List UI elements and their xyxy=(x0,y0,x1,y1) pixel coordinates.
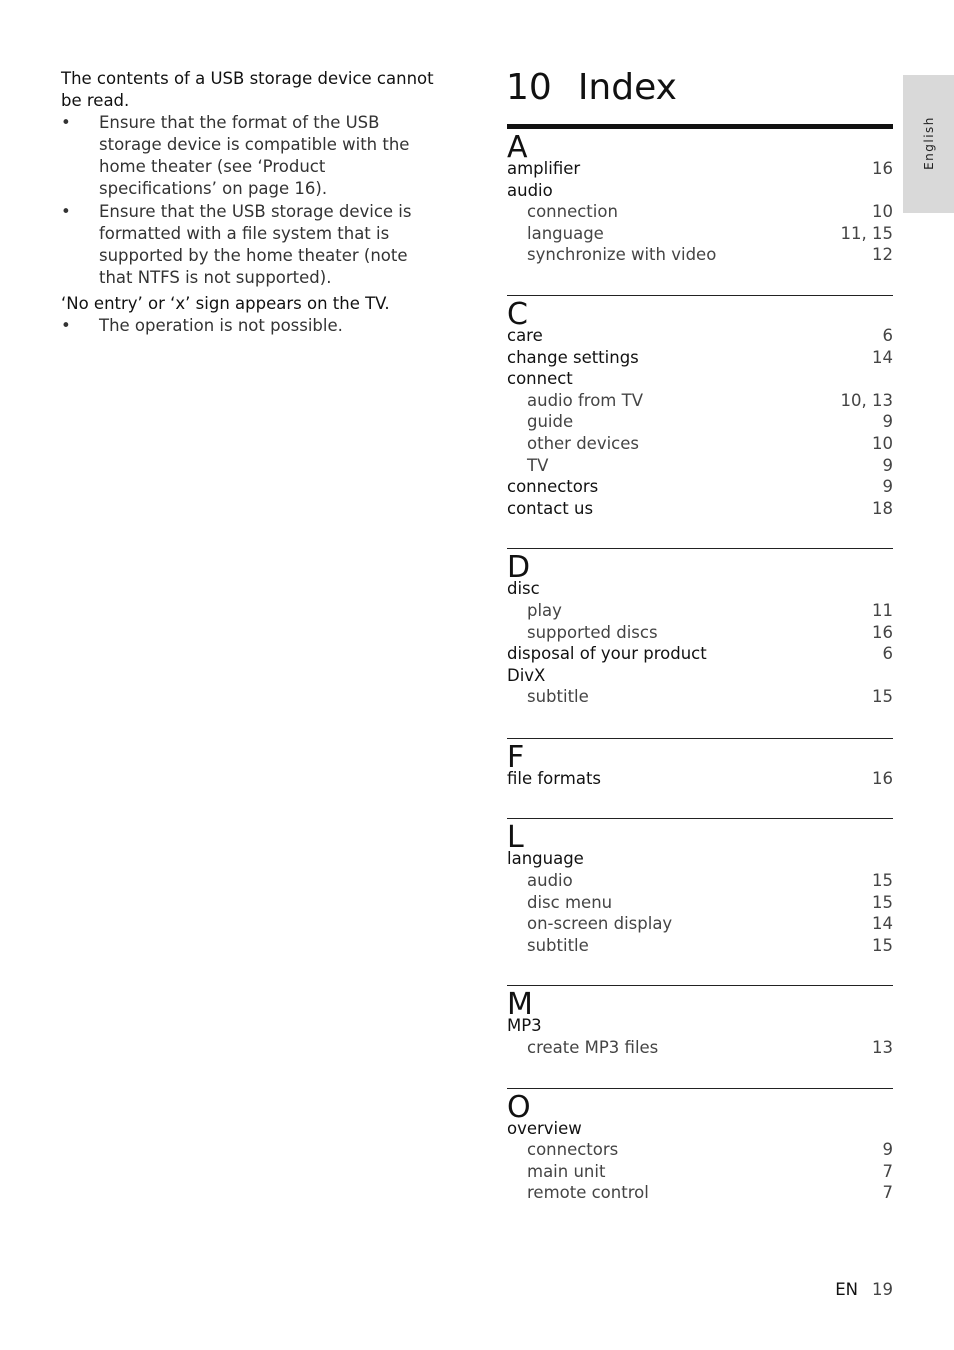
entry-page: 14 xyxy=(872,914,893,934)
index-section-m xyxy=(507,985,893,1058)
index-subentry xyxy=(507,244,893,266)
trouble-heading-usb: The contents of a USB storage device cannot be read. xyxy=(61,69,434,110)
entry-page: 16 xyxy=(872,622,893,642)
language-tab xyxy=(903,75,954,213)
entry-page: 12 xyxy=(872,245,893,265)
section-divider xyxy=(507,548,893,549)
entry-page: 6 xyxy=(882,644,893,664)
index-entry xyxy=(507,368,893,390)
entry-page: 9 xyxy=(882,455,893,475)
entry-label: subtitle xyxy=(527,687,589,707)
section-letter: C xyxy=(507,296,528,332)
entry-label: contact us xyxy=(507,498,594,518)
entry-label: MP3 xyxy=(507,1016,542,1036)
section-divider xyxy=(507,1088,893,1089)
bullet-item: • The operation is not possible. xyxy=(61,316,343,335)
entry-label: guide xyxy=(527,412,574,432)
entry-page: 16 xyxy=(872,768,893,788)
entry-label: amplifier xyxy=(507,159,581,178)
entry-label: language xyxy=(507,849,584,869)
index-entry xyxy=(507,498,893,520)
index-subentry xyxy=(507,1139,893,1161)
entry-label: supported discs xyxy=(527,622,658,642)
section-letter: F xyxy=(507,739,525,775)
section-letter: M xyxy=(507,987,533,1023)
language-tab-label: English xyxy=(921,116,936,170)
entry-label: connectors xyxy=(527,1140,619,1160)
bullet-glyph: • xyxy=(61,316,71,335)
index-subentry xyxy=(507,935,893,957)
index-section-c xyxy=(507,295,893,519)
index-subentry xyxy=(507,913,893,935)
index-sections xyxy=(507,124,893,1204)
trouble-bullets-usb xyxy=(61,112,446,289)
entry-label: TV xyxy=(527,455,549,475)
entry-label: disposal of your product xyxy=(507,644,707,664)
index-subentry xyxy=(507,892,893,914)
troubleshooting-column xyxy=(61,68,446,341)
entry-label: connect xyxy=(507,369,573,389)
entry-page: 9 xyxy=(882,477,893,497)
entry-page: 10 xyxy=(872,433,893,453)
index-subentry xyxy=(507,223,893,245)
entry-page: 7 xyxy=(882,1183,893,1203)
entry-page: 9 xyxy=(882,412,893,432)
entry-label: care xyxy=(507,325,543,345)
section-divider xyxy=(507,985,893,986)
entry-label: connection xyxy=(527,202,618,222)
entry-page: 7 xyxy=(882,1161,893,1181)
entry-label: connectors xyxy=(507,477,599,497)
index-entry xyxy=(507,665,893,687)
entry-label: DivX xyxy=(507,665,546,685)
section-letter: D xyxy=(507,550,531,586)
section-divider xyxy=(507,738,893,739)
index-entry xyxy=(507,1118,893,1140)
entry-page: 11, 15 xyxy=(840,223,893,243)
index-subentry xyxy=(507,870,893,892)
entry-label: audio xyxy=(527,871,573,891)
section-divider xyxy=(507,295,893,296)
index-entry xyxy=(507,180,893,202)
entry-label: main unit xyxy=(527,1161,606,1181)
index-subentry xyxy=(507,201,893,223)
index-section-a xyxy=(507,124,893,266)
index-subentry xyxy=(507,686,893,708)
page-footer xyxy=(835,1279,893,1301)
entry-label: remote control xyxy=(527,1183,649,1203)
trouble-heading-no-entry: ‘No entry’ or ‘x’ sign appears on the TV. xyxy=(61,294,390,313)
entry-page: 10 xyxy=(872,202,893,222)
entry-label: change settings xyxy=(507,347,639,367)
index-entry xyxy=(507,643,893,665)
index-subentry xyxy=(507,1161,893,1183)
index-entry xyxy=(507,768,893,790)
entry-label: other devices xyxy=(527,433,639,453)
index-title xyxy=(506,66,677,110)
index-entry xyxy=(507,347,893,369)
entry-label: play xyxy=(527,600,562,620)
entry-label: file formats xyxy=(507,768,602,788)
index-entry xyxy=(507,1015,893,1037)
entry-label: disc menu xyxy=(527,892,613,912)
entry-page: 9 xyxy=(882,1140,893,1160)
index-subentry xyxy=(507,411,893,433)
index-subentry xyxy=(507,622,893,644)
index-subentry xyxy=(507,600,893,622)
entry-page: 6 xyxy=(882,325,893,345)
bullet-item: • Ensure that the USB storage device is formatted with a file system that is supported by the home theater (note that NTFS is not supported). xyxy=(61,202,412,287)
entry-label: audio from TV xyxy=(527,390,643,410)
index-section-l xyxy=(507,818,893,956)
index-entry xyxy=(507,158,893,180)
entry-label: overview xyxy=(507,1118,582,1138)
index-entry xyxy=(507,476,893,498)
entry-label: synchronize with video xyxy=(527,245,717,265)
entry-label: audio xyxy=(507,180,553,200)
bullet-glyph: • xyxy=(61,202,71,221)
section-letter: A xyxy=(507,130,528,165)
section-letter: L xyxy=(507,820,524,856)
index-subentry xyxy=(507,455,893,477)
index-subentry xyxy=(507,1182,893,1204)
entry-label: language xyxy=(527,223,604,243)
entry-page: 14 xyxy=(872,347,893,367)
chapter-title: Index xyxy=(577,67,677,108)
index-subentry xyxy=(507,390,893,412)
index-entry xyxy=(507,325,893,347)
entry-page: 15 xyxy=(872,935,893,955)
index-subentry xyxy=(507,1037,893,1059)
entry-page: 16 xyxy=(872,159,893,178)
entry-page: 10, 13 xyxy=(840,390,893,410)
section-divider xyxy=(507,124,893,129)
entry-label: on-screen display xyxy=(527,914,673,934)
entry-page: 15 xyxy=(872,687,893,707)
footer-language-code: EN xyxy=(835,1280,858,1299)
entry-page: 11 xyxy=(872,600,893,620)
index-section-d xyxy=(507,548,893,708)
bullet-item: • Ensure that the format of the USB storage device is compatible with the home theater (see ‘Product specifications’ on page 16). xyxy=(61,113,410,198)
index-section-f xyxy=(507,738,893,790)
index-entry xyxy=(507,848,893,870)
index-subentry xyxy=(507,433,893,455)
section-divider xyxy=(507,818,893,819)
trouble-bullets-no-entry xyxy=(61,315,446,337)
index-section-o xyxy=(507,1088,893,1204)
entry-page: 15 xyxy=(872,871,893,891)
bullet-glyph: • xyxy=(61,113,71,132)
entry-label: create MP3 files xyxy=(527,1038,659,1058)
entry-label: subtitle xyxy=(527,935,589,955)
entry-page: 13 xyxy=(872,1038,893,1058)
entry-page: 15 xyxy=(872,892,893,912)
section-letter: O xyxy=(507,1089,531,1125)
chapter-number: 10 xyxy=(506,67,552,108)
index-entry xyxy=(507,578,893,600)
entry-label: disc xyxy=(507,579,540,599)
entry-page: 18 xyxy=(872,498,893,518)
footer-page-number: 19 xyxy=(872,1280,893,1299)
